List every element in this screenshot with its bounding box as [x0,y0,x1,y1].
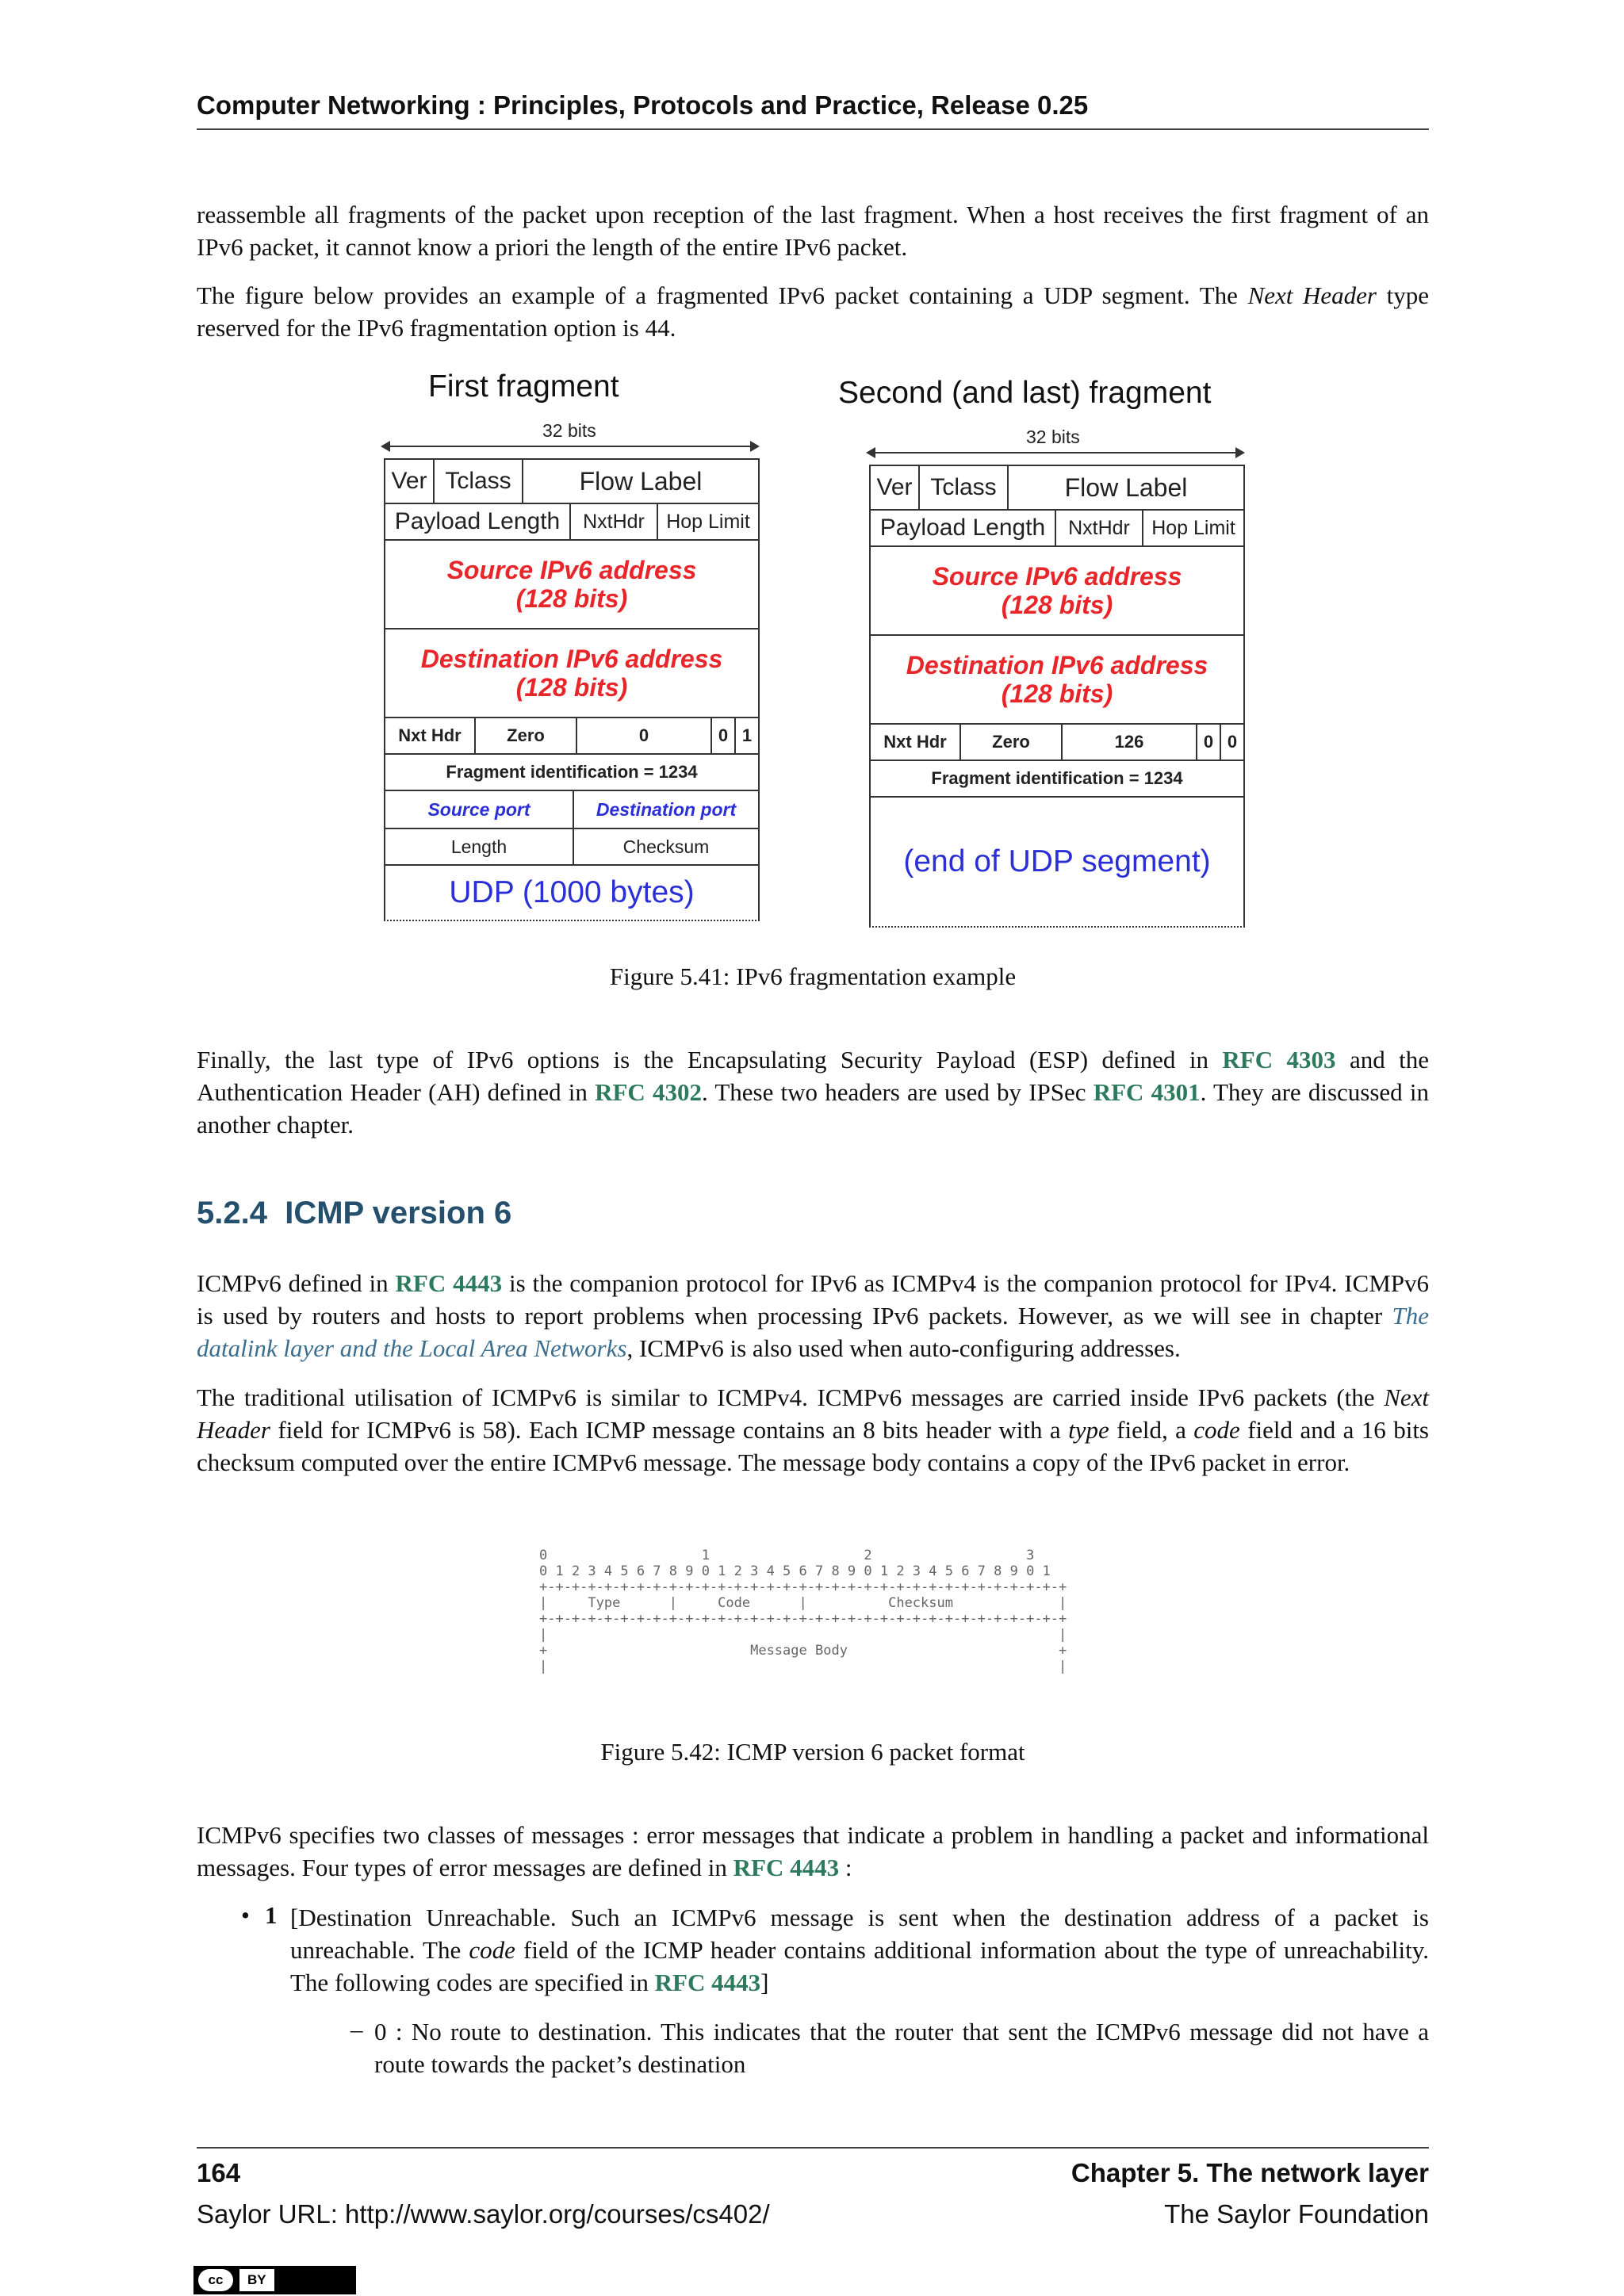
saylor-url: Saylor URL: http://www.saylor.org/courses/cs402/ [197,2199,770,2229]
flow-label-field: Flow Label [1007,466,1243,509]
message-classes-paragraph: ICMPv6 specifies two classes of messages : error messages that indicate a problem in handling a packet and informational messages. Four types of error messages are defined in RFC 4443 : [197,1821,1429,1881]
icmp-packet-format-figure: 0 1 2 3 0 1 2 3 4 5 6 7 8 9 0 1 2 3 4 5 6 7 8 9 0 1 2 3 4 5 6 7 8 9 0 1 +-+-+-+-+-+-+-+-+-+-+-+-+-+-+-+-+-+-+-+-+-+-+-+-+-+-+-+-+-+-+-+-+ | Type | Code | Checksum | +-+-+-+-+-+-+-+-+-+-+-+-+-+-+-+-+-+-+-+-+-+-+-+-+-+-+-+-+-+-+-+-+ | | + Message Body + | | [539,1548,1067,1674]
rfc-4303-link[interactable]: RFC 4303 [1222,1046,1336,1073]
next-header-term: Next Header [1247,281,1377,309]
hop-limit-field: Hop Limit [657,504,758,539]
page-number: 164 [197,2158,241,2187]
esp-paragraph: Finally, the last type of IPv6 options is the Encapsulating Security Payload (ESP) defined in RFC 4303 and the Authentication Header (AH) defined in RFC 4302. These two headers are used by IPSec RFC 4301. They are discussed in another chapter. [197,1046,1429,1138]
destination-address-field: Destination IPv6 address (128 bits) [906,651,1208,708]
cc-by-license-badge [193,2266,356,2294]
source-address-field: Source IPv6 address (128 bits) [446,556,697,613]
header-rule [197,128,1429,130]
frag-offset-field: 126 [1061,725,1196,760]
source-port-field: Source port [427,798,530,820]
rfc-4302-link[interactable]: RFC 4302 [595,1078,702,1106]
bullet-number: 1 [265,1901,278,1929]
subbullet-marker: – [350,2015,363,2043]
flow-label-field: Flow Label [522,460,758,503]
udp-checksum-field: Checksum [573,829,758,864]
udp-length-field: Length [450,836,508,857]
figure-5-41-caption: Figure 5.41: IPv6 fragmentation example [609,962,1017,990]
ver-field: Ver [391,468,427,494]
first-bits-label: 32 bits [542,420,596,441]
frag-zero-field: Zero [959,725,1061,760]
frag-res-field: 0 [1196,725,1220,760]
saylor-foundation: The Saylor Foundation [1164,2199,1429,2229]
rfc-4443-link[interactable]: RFC 4443 [654,1969,761,1996]
rfc-4301-link[interactable]: RFC 4301 [1093,1078,1201,1106]
frag-nxt-hdr-field: Nxt Hdr [398,725,462,745]
fragment-id-field: Fragment identification = 1234 [446,762,698,782]
section-number: 5.2.4 [197,1196,267,1230]
tclass-field: Tclass [433,460,522,503]
first-width-arrow [382,446,758,447]
icmp-paragraph-2: The traditional utilisation of ICMPv6 is similar to ICMPv4. ICMPv6 messages are carried inside IPv6 packets (the Next Header field for ICMPv6 is 58). Each ICMP message contains an 8 bits header with a type field, a code field and a 16 bits checksum computed over the entire ICMPv6 message. The message body contains a copy of the IPv6 packet in error. [197,1383,1429,1476]
source-address-field: Source IPv6 address (128 bits) [932,562,1182,619]
running-title: Computer Networking : Principles, Protocols and Practice, Release 0.25 [197,90,1089,120]
chapter-label: Chapter 5. The network layer [1071,2158,1429,2187]
nxthdr-field: NxtHdr [1055,511,1142,545]
ver-field: Ver [876,474,913,500]
datalink-chapter-link[interactable]: The datalink layer and the Local Area Networks [197,1302,1429,1362]
frag-zero-field: Zero [474,718,576,753]
frag-res-field: 0 [710,718,734,753]
intro-paragraph-1: reassemble all fragments of the packet upon reception of the last fragment. When a host receives the first fragment of an IPv6 packet, it cannot know a priori the length of the entire IPv6 packet. [197,201,1429,261]
destination-port-field: Destination port [573,791,758,828]
frag-offset-field: 0 [576,718,710,753]
tclass-field: Tclass [918,466,1007,509]
fragment-id-field: Fragment identification = 1234 [931,768,1183,788]
footer-rule [197,2147,1429,2149]
udp-payload-field: UDP (1000 bytes) [449,875,695,909]
second-fragment-title: Second (and last) fragment [838,376,1212,410]
second-width-arrow [868,452,1243,453]
rfc-4443-link[interactable]: RFC 4443 [395,1269,503,1297]
second-fragment-packet [869,465,1245,928]
intro-paragraph-2: The figure below provides an example of a fragmented IPv6 packet containing a UDP segment. The Next Header type reserved for the IPv6 fragmentation option is 44. [197,281,1430,342]
payload-length-field: Payload Length [394,508,561,534]
frag-m-flag-field: 1 [734,718,758,753]
no-route-code-item: 0 : No route to destination. This indicates that the router that sent the ICMPv6 message did not have a route towards the packet’s destination [374,2018,1429,2078]
by-label: BY [239,2269,274,2291]
second-bits-label: 32 bits [1026,427,1080,447]
first-fragment-title: First fragment [428,369,619,404]
icmp-paragraph-1: ICMPv6 defined in RFC 4443 is the companion protocol for IPv6 as ICMPv4 is the companion protocol for IPv4. ICMPv6 is used by routers and hosts to report problems when processing IPv6 packets. However, as we will see in chapter The datalink layer and the Local Area Networks, ICMPv6 is also used when auto-configuring addresses. [197,1269,1429,1362]
section-title: ICMP version 6 [285,1196,512,1230]
bullet-marker: • [241,1901,250,1929]
first-fragment-packet [384,458,760,921]
frag-nxt-hdr-field: Nxt Hdr [883,732,947,752]
destination-address-field: Destination IPv6 address (128 bits) [420,645,723,702]
figure-5-42-caption: Figure 5.42: ICMP version 6 packet format [600,1738,1025,1766]
rfc-4443-link[interactable]: RFC 4443 [733,1854,840,1881]
destination-unreachable-item: [Destination Unreachable. Such an ICMPv6 message is sent when the destination address of a packet is unreachable. The code field of the ICMP header contains additional information about the type of unreachability. The following codes are specified in RFC 4443] [290,1904,1429,1996]
hop-limit-field: Hop Limit [1142,511,1243,545]
cc-logo-icon: cc [198,2269,233,2291]
payload-length-field: Payload Length [879,515,1046,541]
frag-m-flag-field: 0 [1220,725,1243,760]
end-of-udp-segment: (end of UDP segment) [903,844,1211,878]
nxthdr-field: NxtHdr [569,504,657,539]
section-heading [197,1196,511,1231]
